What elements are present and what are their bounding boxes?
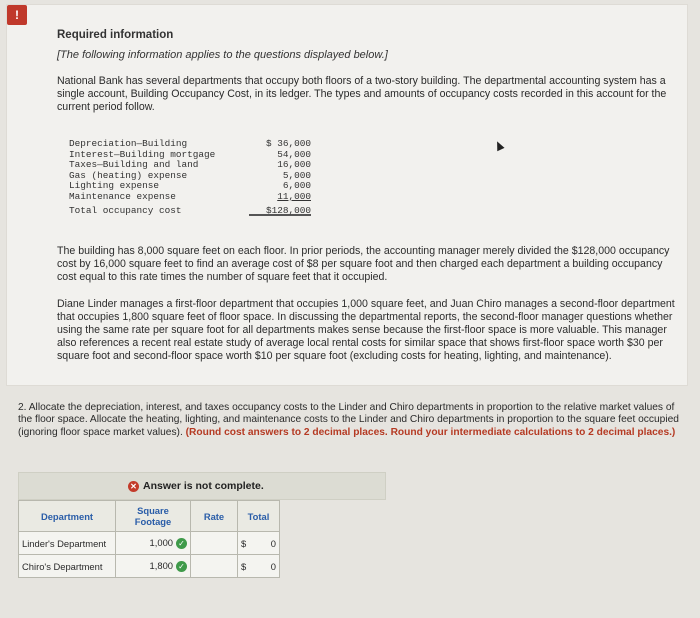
cost-amount: 54,000 <box>277 148 311 160</box>
allocation-table <box>18 500 280 578</box>
rate-input[interactable] <box>191 555 238 578</box>
square-footage-input[interactable] <box>116 532 191 555</box>
header-square-footage: Square Footage <box>116 501 191 532</box>
answer-status-text: Answer is not complete. <box>143 480 264 492</box>
check-icon: ✓ <box>176 538 187 549</box>
cost-label: Depreciation—Building <box>69 138 188 149</box>
managers-paragraph: Diane Linder manages a first-floor department that occupies 1,000 square feet, and Juan Chiro manages a second-floor department that occupies 1,800 square feet of floor space. In discussing the departmental reports, the second-floor manager questions whether using the same rate per square foot for all departments makes sense because the first-floor space is more valuable. This manager also references a recent real estate study of average local rental costs for similar space that shows first-floor space worth $30 per square foot and second-floor space worth $10 per square foot (excluding costs for heating, lighting, and maintenance). <box>57 298 675 362</box>
incorrect-icon: ✕ <box>128 481 139 492</box>
square-footage-value: 1,000 <box>149 536 173 548</box>
cost-amount: 16,000 <box>277 159 311 171</box>
cost-amount: 5,000 <box>282 169 311 181</box>
cost-amount: 6,000 <box>282 180 311 192</box>
total-value: 0 <box>270 560 276 572</box>
cost-row <box>69 192 311 203</box>
table-row <box>19 532 280 555</box>
question-text <box>18 402 690 439</box>
header-department: Department <box>19 501 116 532</box>
cost-label: Maintenance expense <box>69 190 176 202</box>
rate-input[interactable] <box>191 532 238 555</box>
square-footage-input[interactable] <box>116 555 191 578</box>
cost-total-row <box>69 206 311 217</box>
currency-symbol: $ <box>241 537 247 549</box>
total-input[interactable] <box>238 532 280 555</box>
table-header-row <box>19 501 280 532</box>
intro-paragraph: National Bank has several departments that occupy both floors of a two-story building. The departmental accounting system has a single account, Building Occupancy Cost, in its ledger. The types and amounts of occupancy costs recorded in this account for the current period follow. <box>57 75 667 113</box>
cost-amount: $ 36,000 <box>265 138 311 149</box>
cost-label: Taxes—Building and land <box>69 159 199 171</box>
occupancy-cost-table <box>69 139 311 216</box>
required-information-title: Required information <box>57 29 174 41</box>
cost-label: Gas (heating) expense <box>69 169 188 181</box>
total-input[interactable] <box>238 555 280 578</box>
required-information-panel <box>6 4 688 386</box>
cost-total-label: Total occupancy cost <box>69 204 182 216</box>
department-name: Linder's Department <box>19 532 116 555</box>
building-paragraph: The building has 8,000 square feet on each floor. In prior periods, the accounting manager merely divided the $128,000 occupancy cost by 16,000 square feet to find an average cost of $8 per square foot and then charged each department a building occupancy cost equal to this rate times the number of square feet that it occupied. <box>57 245 670 283</box>
table-row <box>19 555 280 578</box>
header-total: Total <box>238 501 280 532</box>
cost-total-amount: $128,000 <box>249 206 311 217</box>
square-footage-value: 1,800 <box>149 559 173 571</box>
check-icon: ✓ <box>176 561 187 572</box>
total-value: 0 <box>270 537 276 549</box>
header-rate: Rate <box>191 501 238 532</box>
question-body: 2. Allocate the depreciation, interest, and taxes occupancy costs to the Linder and Chiro departments in proportion to the relative market values of the floor space. Allocate the heating, lighting, and maintenance costs to the Linder and Chiro departments in proportion to the square feet occupied (ignoring floor space market values). <box>18 402 679 438</box>
cost-amount: 11,000 <box>277 190 311 202</box>
required-information-note: [The following information applies to the questions displayed below.] <box>57 49 388 61</box>
cost-label: Interest—Building mortgage <box>69 148 216 160</box>
department-name: Chiro's Department <box>19 555 116 578</box>
rounding-instruction: (Round cost answers to 2 decimal places. Round your intermediate calculations to 2 decimal places.) <box>185 426 676 438</box>
cost-row <box>69 139 311 150</box>
alert-icon: ! <box>7 5 27 25</box>
currency-symbol: $ <box>241 560 247 572</box>
mouse-cursor-icon <box>493 140 504 152</box>
cost-label: Lighting expense <box>69 180 160 192</box>
answer-status <box>128 480 264 492</box>
